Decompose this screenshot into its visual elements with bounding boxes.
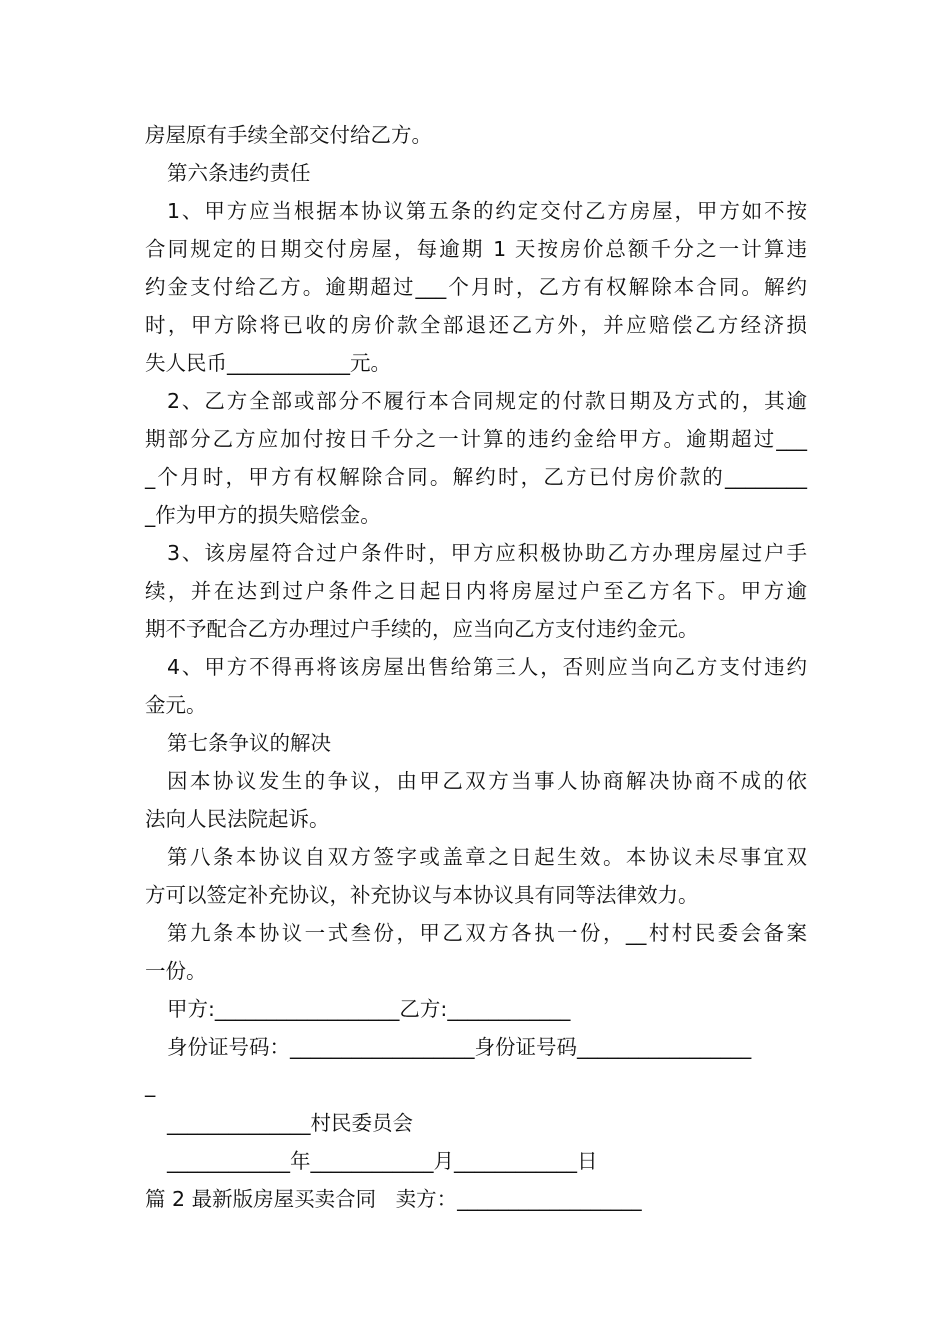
text-line-23: 一份。 (145, 959, 207, 983)
text-line-10: _个月时，甲方有权解除合同。解约时，乙方已付房价款的________ (145, 465, 807, 489)
village-committee-line: ______________村民委员会 (167, 1111, 413, 1135)
text-line-5: 约金支付给乙方。逾期超过___个月时，乙方有权解除本合同。解约 (145, 275, 807, 299)
text-line-7: 失人民币____________元。 (145, 351, 391, 375)
id-number-line: 身份证号码：__________________身份证号码_________________ (167, 1035, 752, 1059)
text-line-9: 期部分乙方应加付按日千分之一计算的违约金给甲方。逾期超过___ (145, 427, 807, 451)
heading-article-6: 第六条违约责任 (167, 161, 311, 185)
next-contract-heading: 篇 2 最新版房屋买卖合同 卖方：__________________ (145, 1187, 642, 1211)
text-line-21: 方可以签定补充协议，补充协议与本协议具有同等法律效力。 (145, 883, 699, 907)
text-line-11: _作为甲方的损失赔偿金。 (145, 503, 381, 527)
text-line-12: 3、该房屋符合过户条件时，甲方应积极协助乙方办理房屋过户手 (167, 541, 807, 565)
document-page (145, 116, 807, 1218)
text-line-3: 1、甲方应当根据本协议第五条的约定交付乙方房屋，甲方如不按 (167, 199, 807, 223)
date-line: ____________年____________月____________日 (167, 1149, 598, 1173)
heading-article-7: 第七条争议的解决 (167, 731, 331, 755)
text-line-6: 时，甲方除将已收的房价款全部退还乙方外，并应赔偿乙方经济损 (145, 313, 807, 337)
text-line-14: 期不予配合乙方办理过户手续的，应当向乙方支付违约金元。 (145, 617, 699, 641)
text-line-15: 4、甲方不得再将该房屋出售给第三人，否则应当向乙方支付违约 (167, 655, 807, 679)
id-number-continuation: _ (145, 1073, 156, 1097)
text-line-8: 2、乙方全部或部分不履行本合同规定的付款日期及方式的，其逾 (167, 389, 807, 413)
signature-parties-line: 甲方:__________________乙方:____________ (167, 997, 571, 1021)
text-line-20: 第八条本协议自双方签字或盖章之日起生效。本协议未尽事宜双 (167, 845, 807, 869)
text-line-4: 合同规定的日期交付房屋，每逾期 1 天按房价总额千分之一计算违 (145, 237, 807, 261)
text-line-19: 法向人民法院起诉。 (145, 807, 330, 831)
text-line-16: 金元。 (145, 693, 207, 717)
text-line-1: 房屋原有手续全部交付给乙方。 (145, 123, 432, 147)
text-line-18: 因本协议发生的争议，由甲乙双方当事人协商解决协商不成的依 (167, 769, 807, 793)
text-line-22: 第九条本协议一式叁份，甲乙双方各执一份，__村村民委会备案 (167, 921, 807, 945)
text-line-13: 续，并在达到过户条件之日起日内将房屋过户至乙方名下。甲方逾 (145, 579, 807, 603)
